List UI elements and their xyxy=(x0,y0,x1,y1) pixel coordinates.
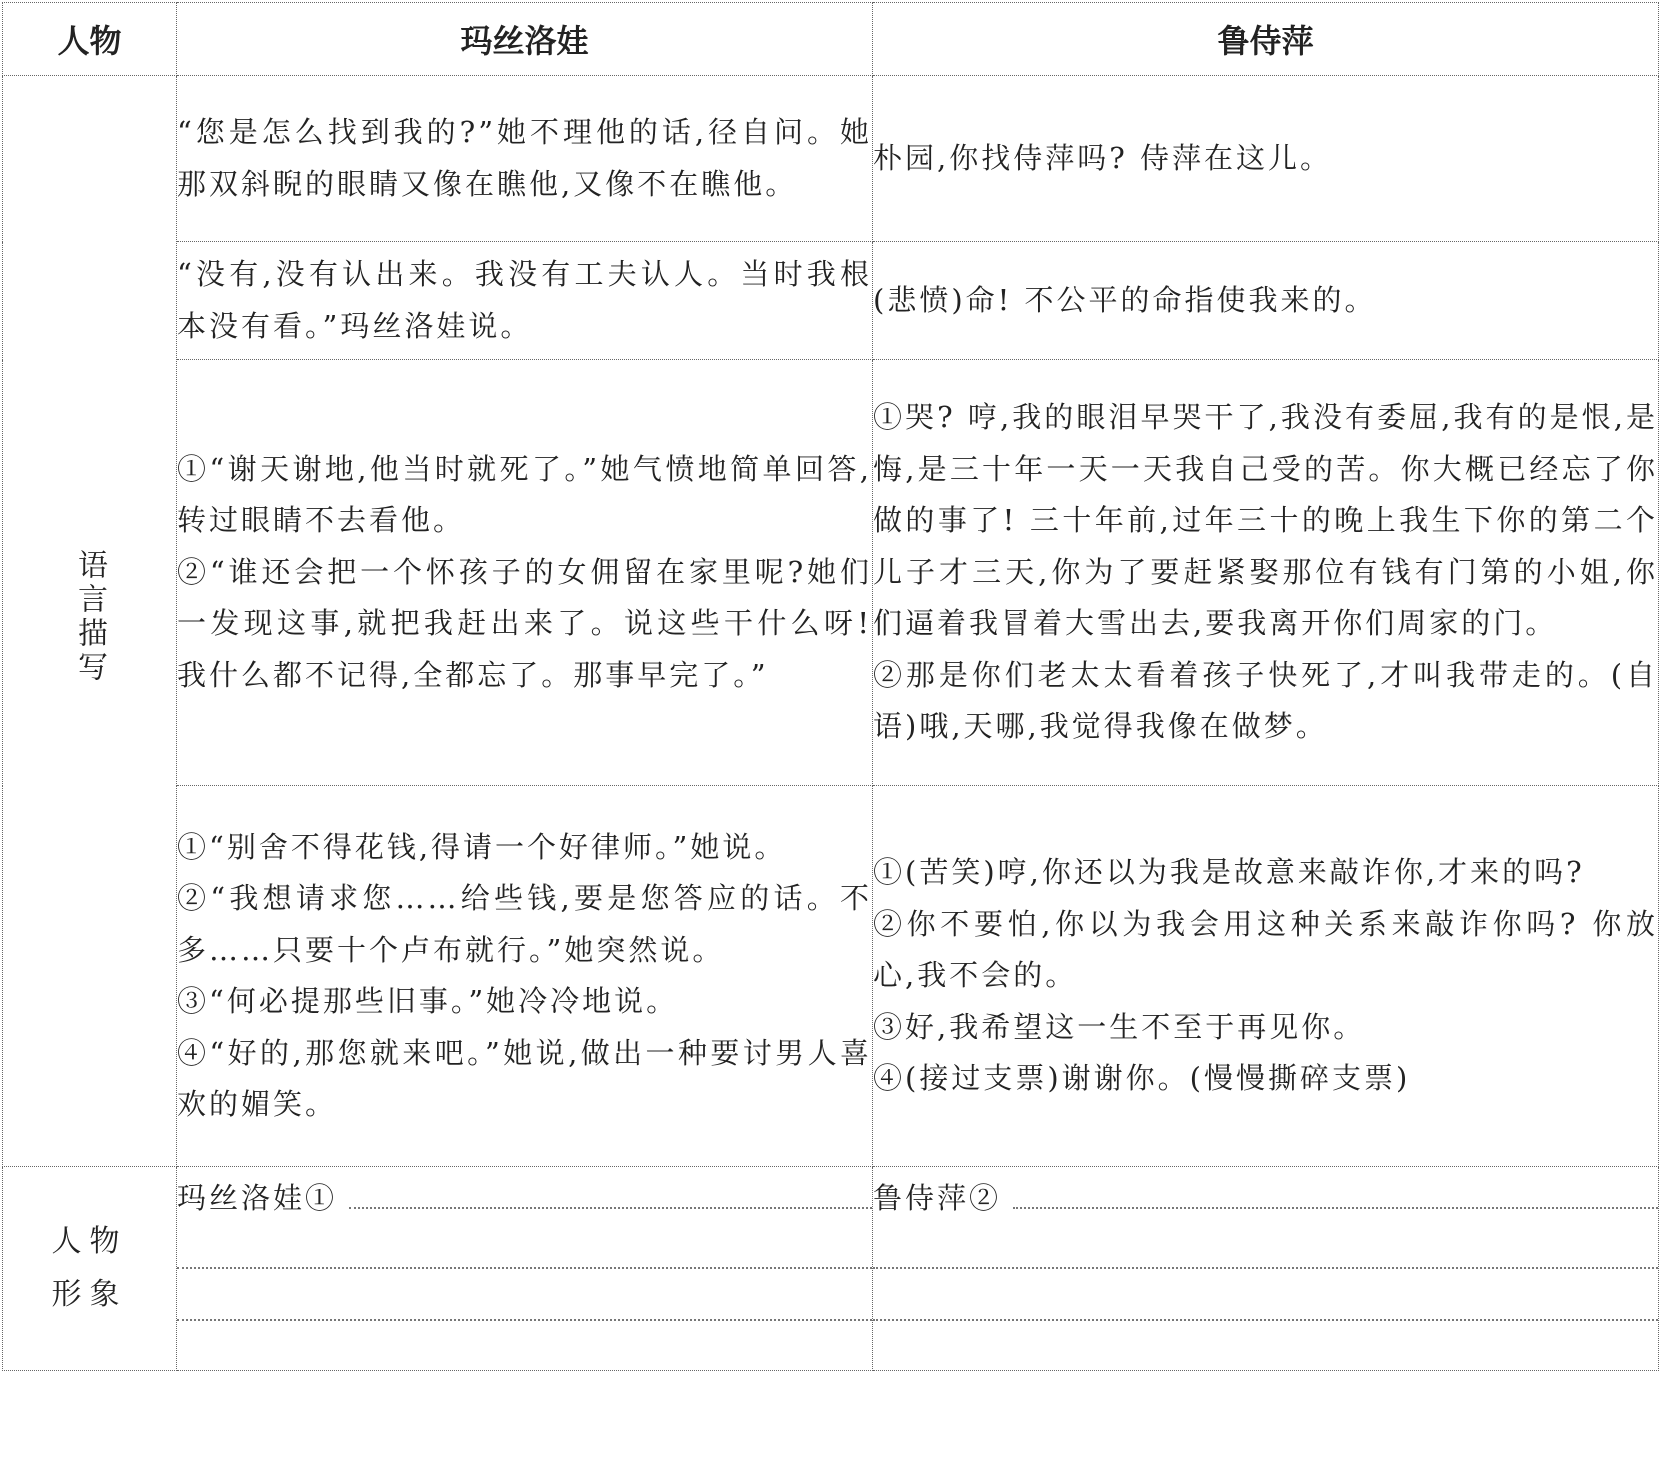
speech-text: ③“何必提那些旧事。”她冷冷地说。 xyxy=(177,984,679,1018)
maslova-speech-2 xyxy=(177,242,873,360)
speech-text: ①“谢天谢地,他当时就死了。”她气愤地简单回答,转过眼睛不去看他。 xyxy=(177,451,872,538)
answer-line[interactable] xyxy=(177,1269,872,1321)
lu-speech-4 xyxy=(873,786,1659,1167)
speech-text: “没有,没有认出来。我没有工夫认人。当时我根本没有看。”玛丝洛娃说。 xyxy=(177,257,872,343)
speech-text: ④“好的,那您就来吧。”她说,做出一种要讨男人喜欢的媚笑。 xyxy=(177,1035,872,1121)
maslova-answer-prompt: 玛丝洛娃① xyxy=(177,1181,338,1215)
speech-text: ②那是你们老太太看着孩子快死了,才叫我带走的。(自语)哦,天哪,我觉得我像在做梦。 xyxy=(873,657,1658,744)
table-row xyxy=(3,242,1659,360)
header-maslova: 玛丝洛娃 xyxy=(177,3,873,76)
speech-text: ③好,我希望这一生不至于再见你。 xyxy=(873,1009,1366,1044)
speech-text: ②“我想请求您……给些钱,要是您答应的话。不多……只要十个卢布就行。”她突然说。 xyxy=(177,881,872,967)
lu-answer-area[interactable] xyxy=(873,1167,1659,1371)
speech-text: 朴园,你找侍萍吗? 侍萍在这儿。 xyxy=(873,140,1332,175)
answer-line[interactable] xyxy=(873,1217,1658,1269)
lu-speech-2 xyxy=(873,242,1659,360)
label-line-2: 形象 xyxy=(51,1276,128,1312)
lu-speech-1 xyxy=(873,76,1659,242)
answer-line[interactable] xyxy=(349,1207,872,1209)
speech-text: ①哭? 哼,我的眼泪早哭干了,我没有委屈,我有的是恨,是悔,是三十年一天一天我自己受的苦。你大概已经忘了你做的事了! 三十年前,过年三十的晚上我生下你的第二个儿子才三天,你为了要赶紧娶那位有钱有门第的小姐,你们逼着我冒着大雪出去,要我离开你们周家的门。 xyxy=(873,400,1658,641)
label-line-1: 人物 xyxy=(51,1224,128,1259)
speech-text: (悲愤)命! 不公平的命指使我来的。 xyxy=(873,282,1377,317)
section-label-cell xyxy=(3,76,177,1167)
comparison-table xyxy=(2,2,1659,1371)
maslova-answer-area[interactable] xyxy=(177,1167,873,1371)
character-image-row xyxy=(3,1167,1659,1371)
answer-line[interactable] xyxy=(1013,1207,1658,1209)
section-label: 语言描写 xyxy=(72,549,107,685)
maslova-speech-3 xyxy=(177,360,873,786)
speech-text: ①(苦笑)哼,你还以为我是故意来敲诈你,才来的吗? xyxy=(873,855,1585,890)
speech-text: ④(接过支票)谢谢你。(慢慢撕碎支票) xyxy=(873,1061,1411,1096)
header-row xyxy=(3,3,1659,76)
table-row xyxy=(3,360,1659,786)
character-image-label xyxy=(3,1167,177,1371)
table-row xyxy=(3,76,1659,242)
maslova-speech-1 xyxy=(177,76,873,242)
speech-text: “您是怎么找到我的?”她不理他的话,径自问。她那双斜睨的眼睛又像在瞧他,又像不在瞧他。 xyxy=(177,115,872,201)
answer-line[interactable] xyxy=(177,1217,872,1269)
speech-text: ①“别舍不得花钱,得请一个好律师。”她说。 xyxy=(177,829,787,864)
speech-text: ②“谁还会把一个怀孩子的女佣留在家里呢?她们一发现这事,就把我赶出来了。说这些干什么呀! 我什么都不记得,全都忘了。那事早完了。” xyxy=(177,554,872,692)
maslova-speech-4 xyxy=(177,786,873,1167)
table-row xyxy=(3,786,1659,1167)
lu-speech-3 xyxy=(873,360,1659,786)
speech-text: ②你不要怕,你以为我会用这种关系来敲诈你吗? 你放心,我不会的。 xyxy=(873,906,1658,993)
header-character: 人物 xyxy=(3,3,177,76)
header-lu-shiping: 鲁侍萍 xyxy=(873,3,1659,76)
answer-line[interactable] xyxy=(873,1269,1658,1321)
lu-answer-prompt: 鲁侍萍② xyxy=(873,1181,1002,1215)
